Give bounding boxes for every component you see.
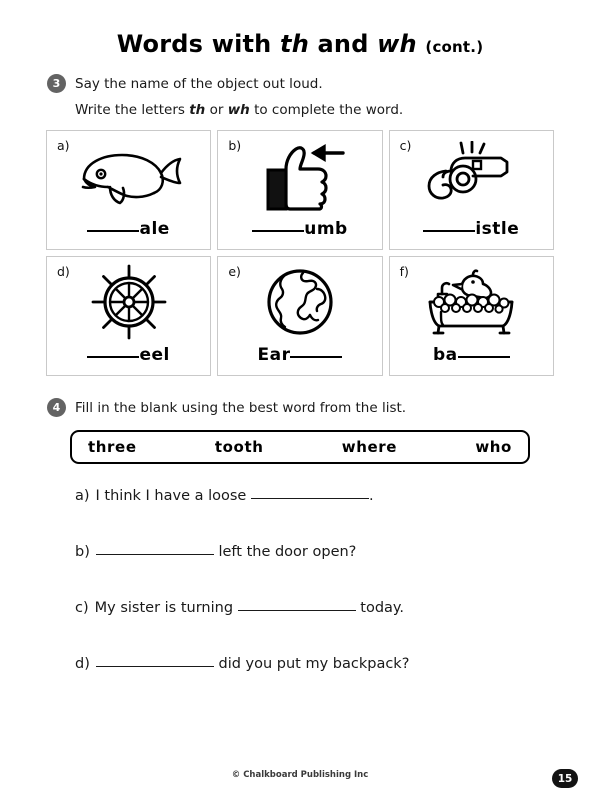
q3-line2-pre: Write the letters — [75, 102, 190, 118]
cell-word-e-prefix: Ear — [257, 345, 291, 365]
bathtub-icon — [390, 265, 553, 339]
page-title-digraph-wh: wh — [377, 30, 417, 58]
page-title-mid: and — [308, 30, 378, 58]
answer-blank-b[interactable] — [252, 230, 304, 232]
sentence-c-blank[interactable] — [238, 610, 356, 611]
cell-word-b — [218, 219, 381, 239]
sentence-d-after: did you put my backpack? — [213, 656, 410, 672]
sentence-c-after: today. — [355, 600, 405, 616]
sentence-d — [75, 654, 535, 674]
sentence-a — [75, 486, 535, 506]
question-4-instruction: Fill in the blank using the best word from the list. — [75, 400, 407, 416]
sentence-c-before: My sister is turning — [94, 600, 238, 616]
page-number-badge: 15 — [552, 769, 578, 788]
word-bank-option-2[interactable]: tooth — [214, 438, 264, 456]
sentence-b-blank[interactable] — [96, 554, 214, 555]
cell-letter-f: f) — [399, 264, 409, 279]
picture-cell-b — [217, 130, 382, 250]
page-title-lead: Words with — [116, 30, 281, 58]
answer-blank-a[interactable] — [87, 230, 139, 232]
page-title — [0, 30, 600, 58]
sentence-a-label: a) — [75, 488, 90, 504]
question-3-instruction-line-1: Say the name of the object out loud. — [75, 76, 323, 92]
question-3-instruction-line-2 — [48, 100, 600, 120]
cell-letter-c: c) — [399, 138, 412, 153]
sentence-c — [75, 598, 535, 618]
word-bank-option-4[interactable]: who — [475, 438, 512, 456]
word-bank-option-3[interactable]: where — [341, 438, 398, 456]
ship-wheel-icon — [47, 265, 210, 339]
cell-word-c — [390, 219, 553, 239]
sentence-b-after: left the door open? — [213, 544, 357, 560]
answer-blank-e[interactable] — [290, 356, 342, 358]
page-title-digraph-th: th — [280, 30, 309, 58]
picture-cell-e — [217, 256, 382, 376]
cell-word-f-prefix: ba — [433, 345, 458, 365]
picture-cell-a — [46, 130, 211, 250]
cell-word-a-suffix: ale — [139, 219, 170, 239]
earth-globe-icon — [218, 265, 381, 339]
question-4-number-badge: 4 — [47, 398, 66, 417]
sentence-c-label: c) — [75, 600, 89, 616]
cell-word-d-suffix: eel — [139, 345, 170, 365]
word-bank-option-1[interactable]: three — [88, 438, 137, 456]
whale-icon — [47, 139, 210, 213]
whistle-icon — [390, 139, 553, 213]
cell-letter-e: e) — [228, 264, 241, 279]
cell-letter-d: d) — [57, 264, 70, 279]
sentence-a-blank[interactable] — [251, 498, 369, 499]
sentence-d-blank[interactable] — [96, 666, 214, 667]
cell-word-b-suffix: umb — [304, 219, 348, 239]
cell-word-e — [218, 345, 381, 365]
answer-blank-f[interactable] — [458, 356, 510, 358]
q3-line2-mid: or — [205, 102, 228, 118]
fill-in-blank-sentences — [65, 486, 535, 674]
cell-word-f — [390, 345, 553, 365]
q3-line2-th: th — [189, 102, 206, 118]
page-title-continued: (cont.) — [425, 38, 484, 56]
cell-word-c-suffix: istle — [475, 219, 520, 239]
picture-cell-c — [389, 130, 554, 250]
picture-word-grid — [46, 130, 554, 376]
cell-letter-a: a) — [57, 138, 70, 153]
picture-cell-d — [46, 256, 211, 376]
question-4-block — [0, 398, 600, 418]
q3-line2-wh: wh — [227, 102, 250, 118]
sentence-b-label: b) — [75, 544, 90, 560]
sentence-d-label: d) — [75, 656, 90, 672]
sentence-b — [75, 542, 535, 562]
cell-letter-b: b) — [228, 138, 242, 153]
sentence-a-after: . — [368, 488, 374, 504]
picture-cell-f — [389, 256, 554, 376]
q3-line2-post: to complete the word. — [249, 102, 404, 118]
cell-word-a — [47, 219, 210, 239]
copyright-notice: © Chalkboard Publishing Inc — [231, 770, 369, 780]
question-3-number-badge: 3 — [47, 74, 66, 93]
thumbs-up-icon — [218, 139, 381, 213]
cell-word-d — [47, 345, 210, 365]
answer-blank-d[interactable] — [87, 356, 139, 358]
word-bank — [70, 430, 530, 464]
question-3-block — [0, 74, 600, 120]
answer-blank-c[interactable] — [423, 230, 475, 232]
sentence-a-before: I think I have a loose — [95, 488, 251, 504]
